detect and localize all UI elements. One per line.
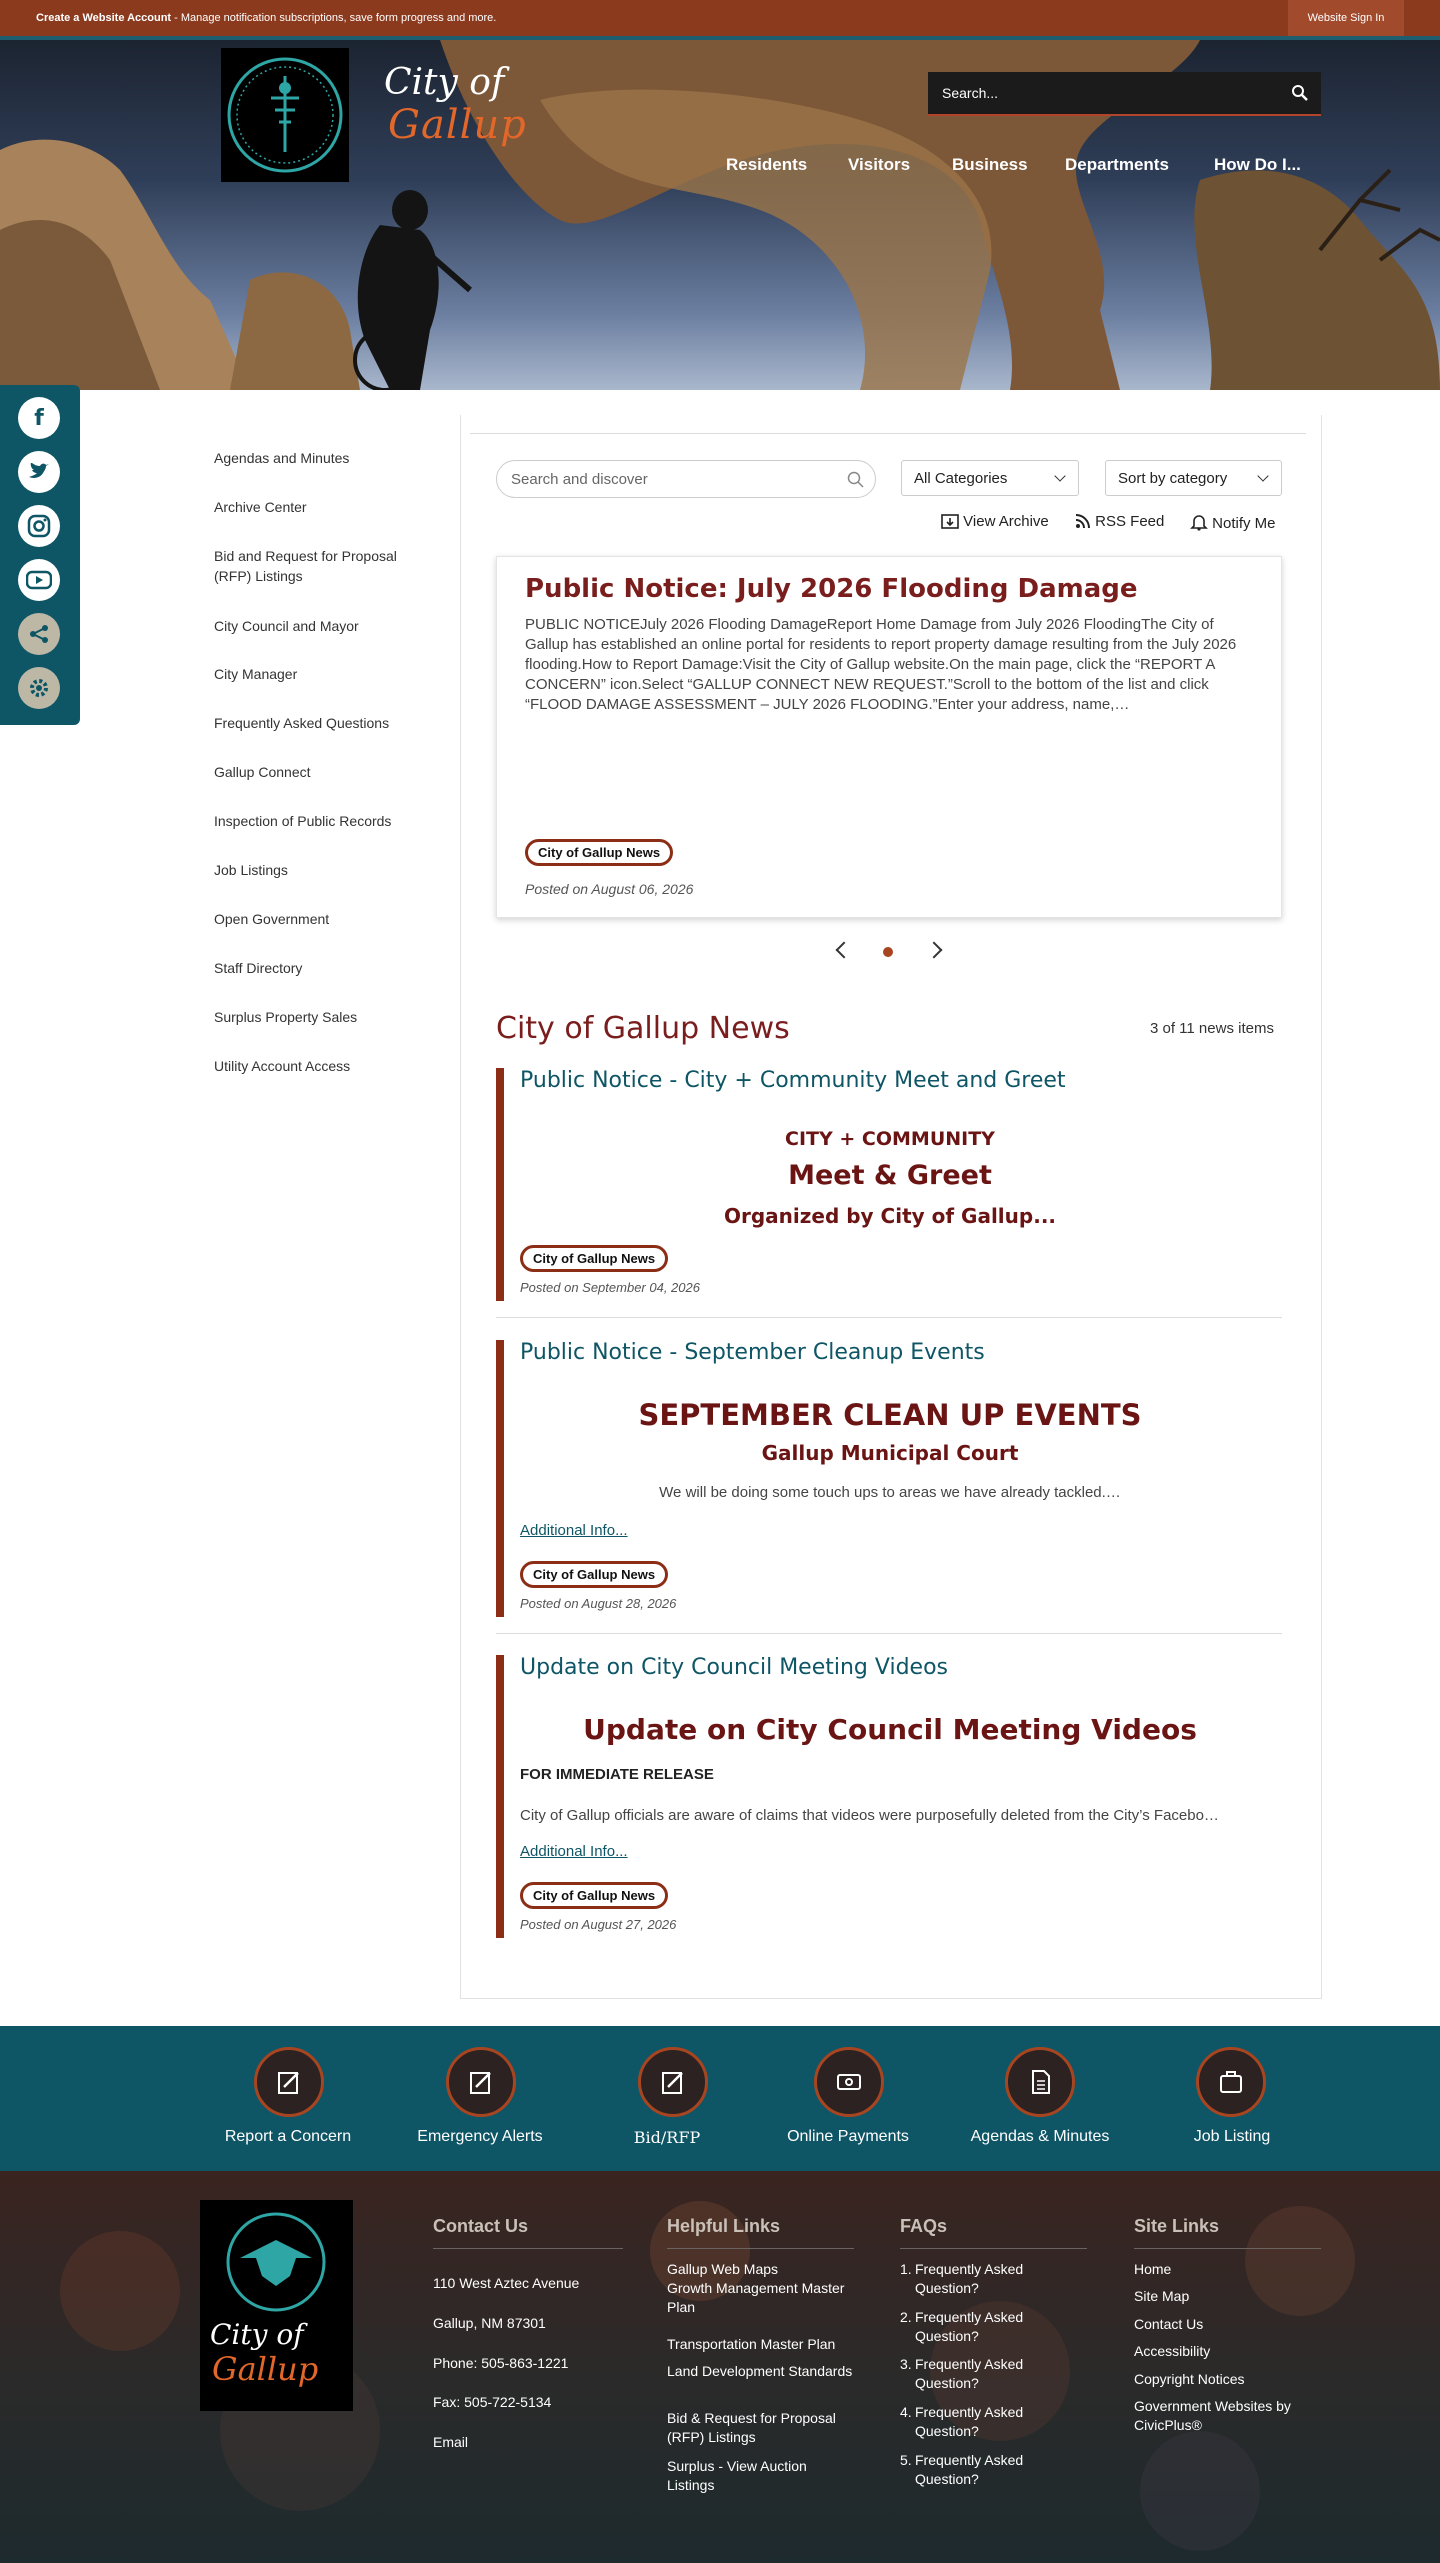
hero-banner xyxy=(0,40,1440,390)
city-seal-logo[interactable] xyxy=(221,48,349,182)
news-item-posted: Posted on August 27, 2026 xyxy=(520,1917,677,1932)
news-item-tag[interactable]: City of Gallup News xyxy=(520,1245,668,1272)
footer-faq-label[interactable]: Frequently Asked Question? xyxy=(915,2309,1024,2344)
settings-icon[interactable] xyxy=(18,667,60,709)
footer-helpful-heading: Helpful Links xyxy=(667,2216,781,2236)
facebook-icon[interactable]: f xyxy=(18,397,60,439)
rss-icon xyxy=(1075,513,1091,529)
footer-faq-item[interactable]: 3. Frequently Asked Question? xyxy=(900,2355,1040,2393)
footer-helpful-link[interactable]: Surplus - View Auction Listings xyxy=(667,2458,807,2493)
news-count: 3 of 11 news items xyxy=(1150,1020,1274,1037)
quicklink-agendas-minutes[interactable]: Agendas & Minutes xyxy=(970,2128,1110,2145)
news-item xyxy=(496,1340,1282,1617)
news-item-line: Meet & Greet xyxy=(788,1160,992,1191)
footer-site-link[interactable]: Home xyxy=(1134,2261,1172,2277)
news-item-accent xyxy=(496,1068,504,1301)
youtube-icon[interactable] xyxy=(18,559,60,601)
view-archive-link[interactable] xyxy=(941,513,1049,530)
footer-site-heading: Site Links xyxy=(1134,2216,1220,2236)
news-item-body: City of Gallup officials are aware of claims that videos were purposefully deleted from the City’s Facebo… xyxy=(520,1807,1219,1824)
news-item-posted: Posted on September 04, 2026 xyxy=(520,1280,700,1295)
sidebar-item-city-manager[interactable]: City Manager xyxy=(214,666,298,682)
sidebar-item-staff-directory[interactable]: Staff Directory xyxy=(214,960,303,976)
footer-underline xyxy=(667,2248,854,2249)
news-item-line: CITY + COMMUNITY xyxy=(785,1128,995,1150)
news-item-title[interactable]: Update on City Council Meeting Videos xyxy=(520,1655,948,1680)
site-search-input[interactable] xyxy=(928,72,1321,116)
archive-icon xyxy=(941,513,959,529)
quicklink-report-concern[interactable]: Report a Concern xyxy=(224,2128,352,2145)
site-search-placeholder: Search... xyxy=(942,85,999,101)
news-search-placeholder: Search and discover xyxy=(511,471,648,488)
news-heading: City of Gallup News xyxy=(496,1011,790,1046)
footer-contact-heading: Contact Us xyxy=(433,2216,529,2236)
online-payments-icon[interactable] xyxy=(814,2047,884,2117)
footer-seal-icon xyxy=(200,2200,353,2320)
footer-logo[interactable] xyxy=(200,2200,353,2411)
footer-helpful-link[interactable]: Transportation Master Plan xyxy=(667,2336,836,2352)
footer-faq-item[interactable]: 1. Frequently Asked Question? xyxy=(900,2260,1040,2298)
news-item-title[interactable]: Public Notice - September Cleanup Events xyxy=(520,1340,985,1365)
bell-icon xyxy=(1190,513,1208,531)
sidebar-item-faq[interactable]: Frequently Asked Questions xyxy=(214,715,390,731)
view-archive-label: View Archive xyxy=(963,513,1049,530)
news-item-body: We will be doing some touch ups to areas we have already tackled.… xyxy=(659,1484,1121,1501)
nav-residents[interactable]: Residents xyxy=(726,155,808,174)
additional-info-link[interactable]: Additional Info... xyxy=(520,1522,628,1539)
news-item-line: Update on City Council Meeting Videos xyxy=(583,1713,1197,1746)
sort-select-value: Sort by category xyxy=(1118,470,1228,487)
content-divider xyxy=(470,433,1306,434)
search-icon[interactable] xyxy=(1291,84,1309,102)
news-divider xyxy=(496,1633,1282,1634)
featured-news-card[interactable] xyxy=(496,556,1282,918)
instagram-icon[interactable] xyxy=(18,505,60,547)
footer-email-link[interactable]: Email xyxy=(433,2434,469,2450)
city-seal-icon xyxy=(221,48,349,182)
sidebar-item-utility[interactable]: Utility Account Access xyxy=(214,1058,351,1074)
footer-faq-label[interactable]: Frequently Asked Question? xyxy=(915,2356,1024,2391)
news-item-line: Gallup Municipal Court xyxy=(761,1441,1019,1465)
news-item xyxy=(496,1655,1282,1938)
sidebar-item-council[interactable]: City Council and Mayor xyxy=(214,618,359,634)
sidebar-item-archive[interactable]: Archive Center xyxy=(214,499,307,515)
news-item-line: Organized by City of Gallup... xyxy=(723,1204,1057,1228)
sidebar-item-bid-rfp[interactable]: Bid and Request for Proposal (RFP) Listings xyxy=(214,548,397,584)
category-select[interactable] xyxy=(901,460,1079,496)
news-item-accent xyxy=(496,1340,504,1617)
logo-gallup[interactable]: Gallup xyxy=(388,102,527,148)
footer-underline xyxy=(1134,2248,1321,2249)
footer-helpful-link[interactable]: Land Development Standards xyxy=(667,2363,853,2379)
quicklink-job-listing[interactable]: Job Listing xyxy=(1193,2128,1271,2145)
job-listing-icon[interactable] xyxy=(1196,2047,1266,2117)
sort-select[interactable] xyxy=(1105,460,1282,496)
footer-helpful-link[interactable]: Growth Management Master Plan xyxy=(667,2280,845,2315)
news-divider xyxy=(496,1317,1282,1318)
create-account-message[interactable] xyxy=(36,12,496,24)
nav-business[interactable]: Business xyxy=(952,155,1028,174)
agendas-minutes-icon[interactable] xyxy=(1005,2047,1075,2117)
emergency-alerts-icon[interactable] xyxy=(446,2047,516,2117)
quicklink-bid-rfp[interactable]: Bid/RFP xyxy=(633,2128,701,2147)
nav-visitors[interactable]: Visitors xyxy=(848,155,911,174)
rss-feed-link[interactable] xyxy=(1075,513,1164,530)
search-icon[interactable] xyxy=(847,471,865,489)
footer-helpful-link[interactable]: Gallup Web Maps xyxy=(667,2261,779,2277)
footer-site-link[interactable]: Site Map xyxy=(1134,2288,1190,2304)
news-item-accent xyxy=(496,1655,504,1938)
logo-city-of[interactable]: City of xyxy=(384,62,505,103)
featured-news-posted: Posted on August 06, 2026 xyxy=(525,881,694,897)
carousel-indicator[interactable] xyxy=(883,947,893,957)
sign-in-button[interactable]: Website Sign In xyxy=(1288,0,1404,36)
sidebar-item-jobs[interactable]: Job Listings xyxy=(214,862,288,878)
create-account-link[interactable]: Create a Website Account xyxy=(36,12,172,24)
account-banner xyxy=(0,0,1440,36)
rss-feed-label: RSS Feed xyxy=(1095,513,1165,530)
footer-logo-gallup: Gallup xyxy=(212,2350,319,2388)
footer-site-link[interactable]: Government Websites by CivicPlus® xyxy=(1134,2398,1291,2433)
nav-departments[interactable]: Departments xyxy=(1065,155,1169,174)
sidebar-item-gallup-connect[interactable]: Gallup Connect xyxy=(214,764,311,780)
notify-me-link[interactable] xyxy=(1190,513,1276,532)
social-media-bar xyxy=(0,385,80,725)
create-account-description: - Manage notification subscriptions, save form progress and more. xyxy=(171,12,497,24)
footer-address: 110 West Aztec Avenue xyxy=(433,2275,580,2291)
footer-faq-label[interactable]: Frequently Asked Question? xyxy=(915,2404,1024,2439)
footer-fax: Fax: 505-722-5134 xyxy=(433,2394,552,2410)
share-icon[interactable] xyxy=(18,613,60,655)
footer-faq-item[interactable]: 4. Frequently Asked Question? xyxy=(900,2403,1040,2441)
sidebar-item-surplus[interactable]: Surplus Property Sales xyxy=(214,1009,358,1025)
report-concern-icon[interactable] xyxy=(254,2047,324,2117)
notify-me-label: Notify Me xyxy=(1212,515,1276,532)
news-item-line: FOR IMMEDIATE RELEASE xyxy=(520,1766,714,1783)
category-select-value: All Categories xyxy=(914,470,1008,487)
footer-helpful-link[interactable]: Bid & Request for Proposal (RFP) Listings xyxy=(667,2410,836,2445)
featured-news-title[interactable]: Public Notice: July 2026 Flooding Damage xyxy=(525,574,1138,604)
footer-phone[interactable]: Phone: 505-863-1221 xyxy=(433,2355,569,2371)
footer-site-link[interactable]: Contact Us xyxy=(1134,2316,1204,2332)
bid-rfp-icon[interactable] xyxy=(638,2047,708,2117)
footer-underline xyxy=(900,2248,1087,2249)
footer-faqs-heading: FAQs xyxy=(900,2216,948,2236)
footer-faq-label[interactable]: Frequently Asked Question? xyxy=(915,2261,1024,2296)
news-item-posted: Posted on August 28, 2026 xyxy=(520,1596,677,1611)
chevron-down-icon xyxy=(1054,470,1065,481)
featured-news-tag[interactable]: City of Gallup News xyxy=(525,839,673,866)
featured-news-body: PUBLIC NOTICEJuly 2026 Flooding DamageReport Home Damage from July 2026 FloodingThe City of Gallup has established an online portal for residents to report property damage resulting from the July 2026 flooding.How to Report Damage:Visit the City of Gallup website.On the main page, click the “REPORT A CONCERN” icon.Select “GALLUP CONNECT NEW REQUEST.”Scroll to the bottom of the list and click “FLOOD DAMAGE ASSESSMENT – JULY 2026 FLOODING.”Enter your address, name,… xyxy=(525,616,1237,713)
news-search-input[interactable] xyxy=(496,460,876,498)
twitter-icon[interactable] xyxy=(18,451,60,493)
sidebar-item-public-records[interactable]: Inspection of Public Records xyxy=(214,813,392,829)
quicklink-emergency-alerts[interactable]: Emergency Alerts xyxy=(417,2128,543,2145)
footer-faq-item[interactable]: 2. Frequently Asked Question? xyxy=(900,2308,1040,2346)
footer-underline xyxy=(433,2248,623,2249)
news-item-line: SEPTEMBER CLEAN UP EVENTS xyxy=(638,1398,1142,1432)
sidebar-item-agendas[interactable]: Agendas and Minutes xyxy=(214,450,350,466)
chevron-down-icon xyxy=(1257,470,1268,481)
news-item-title[interactable]: Public Notice - City + Community Meet and Greet xyxy=(520,1068,1066,1093)
sidebar-item-open-government[interactable]: Open Government xyxy=(214,911,330,927)
additional-info-link[interactable]: Additional Info... xyxy=(520,1843,628,1860)
news-item-tag[interactable]: City of Gallup News xyxy=(520,1561,668,1588)
footer-site-link[interactable]: Accessibility xyxy=(1134,2343,1211,2359)
footer-faq-item[interactable]: 5. Frequently Asked Question? xyxy=(900,2451,1040,2489)
nav-how-do-i[interactable]: How Do I... xyxy=(1214,155,1301,174)
footer-logo-city-of: City of xyxy=(210,2318,304,2351)
footer-city: Gallup, NM 87301 xyxy=(433,2315,546,2331)
news-item xyxy=(496,1068,1282,1301)
quicklink-online-payments[interactable]: Online Payments xyxy=(787,2128,909,2145)
footer-faq-label[interactable]: Frequently Asked Question? xyxy=(915,2452,1024,2487)
footer-site-link[interactable]: Copyright Notices xyxy=(1134,2371,1245,2387)
news-item-tag[interactable]: City of Gallup News xyxy=(520,1882,668,1909)
